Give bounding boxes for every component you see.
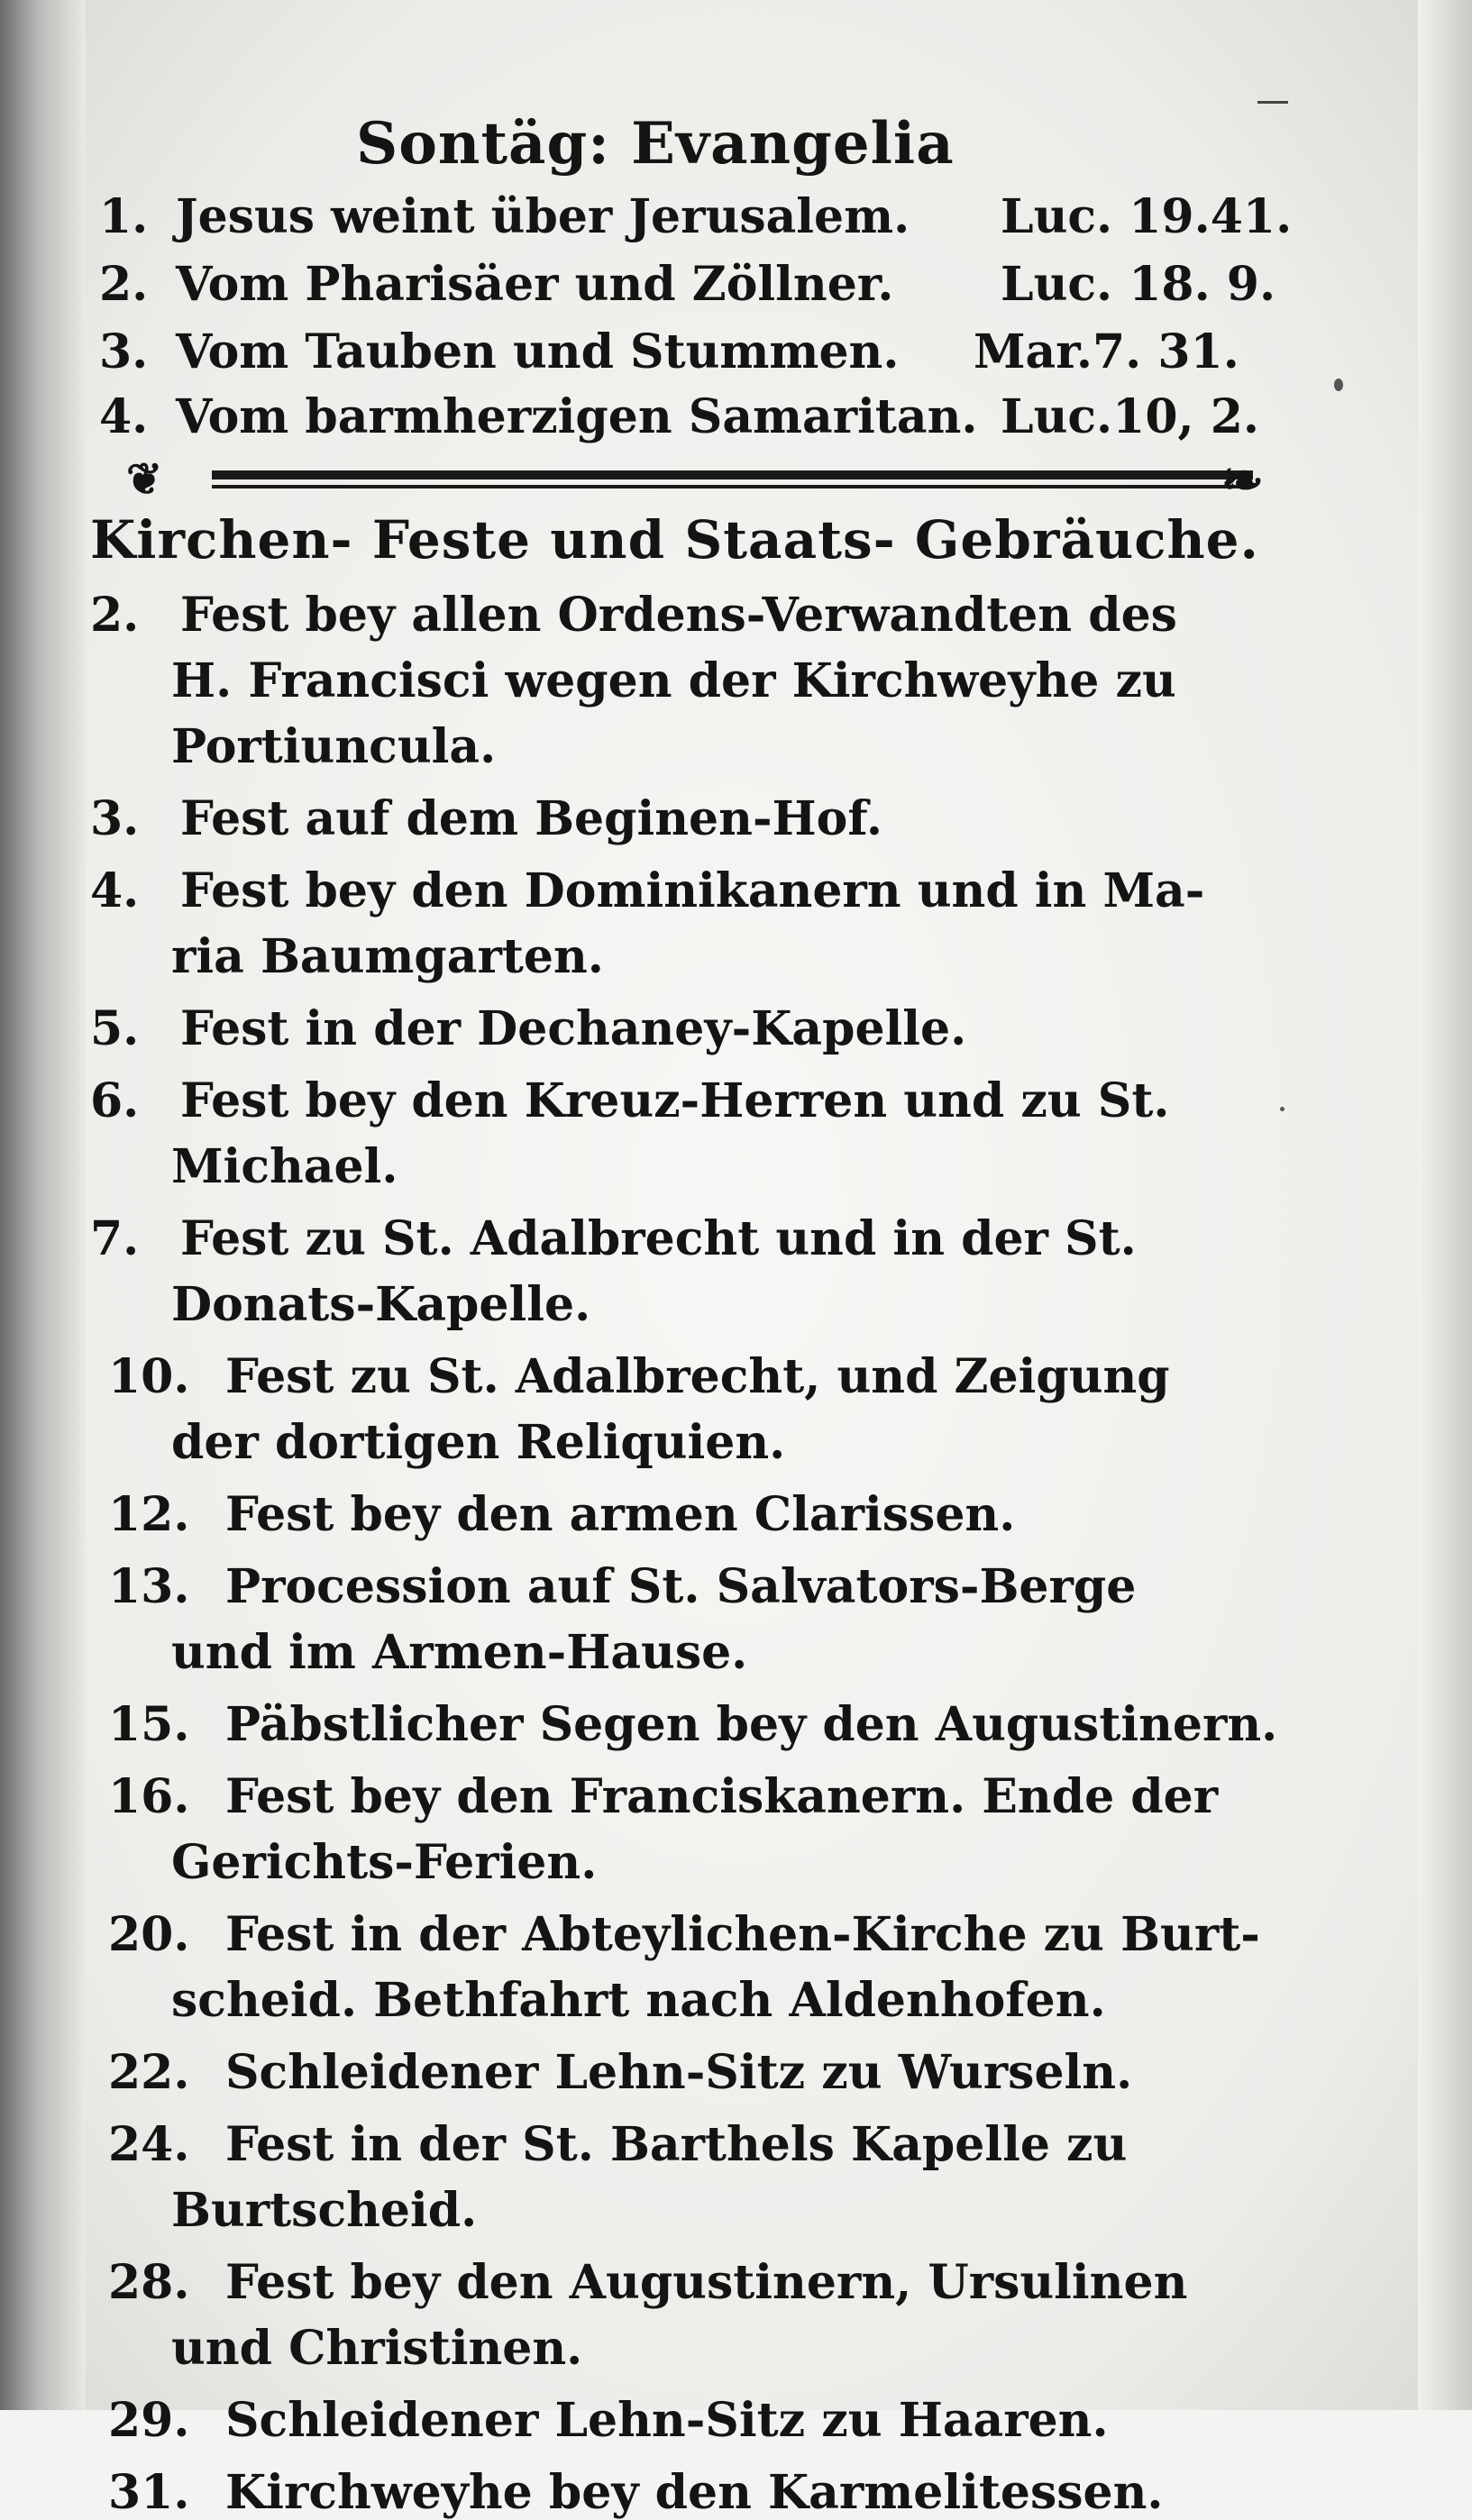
stray-mark bbox=[1257, 101, 1288, 104]
entry-number: 10. bbox=[108, 1349, 190, 1404]
entry-text-line: Burtscheid. bbox=[171, 2183, 478, 2238]
entry-text-line: Fest in der St. Barthels Kapelle zu bbox=[225, 2117, 1128, 2172]
entry-text-line: Portiuncula. bbox=[171, 719, 497, 774]
entry-text-line: Fest in der Dechaney-Kapelle. bbox=[180, 1001, 967, 1056]
entry-text-line: und Christinen. bbox=[171, 2321, 583, 2376]
entry-text-line: Gerichts-Ferien. bbox=[171, 1835, 598, 1890]
entry-number: 28. bbox=[108, 2255, 190, 2310]
entry-number: 3. bbox=[90, 791, 140, 846]
item-text: Vom barmherzigen Samaritan. bbox=[176, 389, 978, 444]
item-number: 3. bbox=[99, 324, 149, 379]
entry-number: 13. bbox=[108, 1559, 190, 1614]
entry-text-line: Schleidener Lehn-Sitz zu Haaren. bbox=[225, 2393, 1109, 2448]
entry-text-line: scheid. Bethfahrt nach Aldenhofen. bbox=[171, 1973, 1106, 2028]
entry-number: 16. bbox=[108, 1769, 190, 1824]
ornament-left-icon: ❦ bbox=[126, 454, 163, 505]
entry-number: 6. bbox=[90, 1073, 140, 1128]
item-text: Vom Tauben und Stummen. bbox=[176, 324, 900, 379]
entry-text-line: Fest zu St. Adalbrecht, und Zeigung bbox=[225, 1349, 1170, 1404]
scripture-reference: Luc. 19.41. bbox=[1001, 189, 1293, 244]
entry-number: 5. bbox=[90, 1001, 140, 1056]
entry-text-line: Kirchweyhe bey den Karmelitessen. bbox=[225, 2465, 1164, 2520]
entry-number: 31. bbox=[108, 2465, 190, 2520]
list-item bbox=[0, 324, 1472, 388]
scripture-reference: Luc.10, 2. bbox=[1001, 389, 1259, 444]
entry-text-line: und im Armen-Hause. bbox=[171, 1625, 748, 1680]
entry-number: 20. bbox=[108, 1907, 190, 1962]
list-item bbox=[0, 389, 1472, 452]
entry-number: 15. bbox=[108, 1697, 190, 1752]
entry-number: 7. bbox=[90, 1211, 140, 1266]
item-number: 2. bbox=[99, 257, 149, 312]
entry-text-line: der dortigen Reliquien. bbox=[171, 1415, 786, 1470]
entry-text-line: Fest bey den Kreuz-Herren und zu St. bbox=[180, 1073, 1170, 1128]
entry-text-line: Schleidener Lehn-Sitz zu Wurseln. bbox=[225, 2045, 1133, 2100]
entry-number: 22. bbox=[108, 2045, 190, 2100]
entry-number: 29. bbox=[108, 2393, 190, 2448]
entry-number: 2. bbox=[90, 588, 140, 643]
entry-text-line: Fest bey den Franciskanern. Ende der bbox=[225, 1769, 1219, 1824]
item-number: 4. bbox=[99, 389, 149, 444]
entry-text-line: Fest bey den Augustinern, Ursulinen bbox=[225, 2255, 1188, 2310]
entry-number: 4. bbox=[90, 863, 140, 918]
entry-number: 24. bbox=[108, 2117, 190, 2172]
section-heading: Kirchen- Feste und Staats- Gebräuche. bbox=[90, 509, 1259, 571]
entry-text-line: Fest bey den armen Clarissen. bbox=[225, 1487, 1016, 1542]
ornamental-divider bbox=[126, 451, 1264, 514]
entry-text-line: Fest bey den Dominikanern und in Ma- bbox=[180, 863, 1205, 918]
entry-text-line: Michael. bbox=[171, 1139, 398, 1194]
scripture-reference: Mar.7. 31. bbox=[974, 324, 1239, 379]
item-text: Jesus weint über Jerusalem. bbox=[176, 189, 910, 244]
entry-text-line: ria Baumgarten. bbox=[171, 929, 604, 984]
ornament-right-icon: ❧ bbox=[1221, 451, 1264, 510]
entry-text-line: Donats-Kapelle. bbox=[171, 1277, 591, 1332]
list-item bbox=[0, 257, 1472, 320]
entry-text-line: Fest zu St. Adalbrecht und in der St. bbox=[180, 1211, 1137, 1266]
ink-speck bbox=[1280, 1107, 1285, 1111]
list-item bbox=[0, 189, 1472, 252]
item-text: Vom Pharisäer und Zöllner. bbox=[176, 257, 894, 312]
divider-line bbox=[212, 485, 1253, 488]
entry-text-line: H. Francisci wegen der Kirchweyhe zu bbox=[171, 653, 1176, 708]
entry-text-line: Fest bey allen Ordens-Verwandten des bbox=[180, 588, 1177, 643]
item-number: 1. bbox=[99, 189, 149, 244]
scripture-reference: Luc. 18. 9. bbox=[1001, 257, 1276, 312]
entry-number: 12. bbox=[108, 1487, 190, 1542]
section-title: Sontäg: Evangelia bbox=[356, 110, 955, 178]
entry-text-line: Fest auf dem Beginen-Hof. bbox=[180, 791, 882, 846]
entry-text-line: Päbstlicher Segen bey den Augustinern. bbox=[225, 1697, 1278, 1752]
entry-text-line: Procession auf St. Salvators-Berge bbox=[225, 1559, 1137, 1614]
divider-line bbox=[212, 470, 1253, 479]
entry-text-line: Fest in der Abteylichen-Kirche zu Burt- bbox=[225, 1907, 1260, 1962]
